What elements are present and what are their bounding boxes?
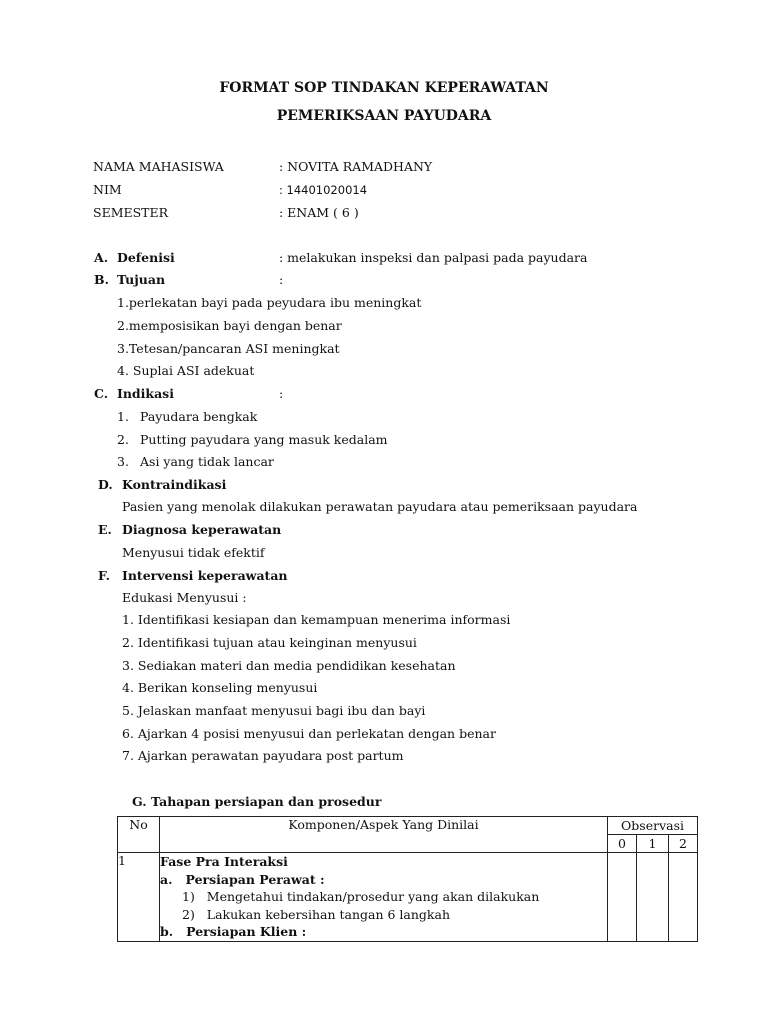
section-g-letter: G.: [132, 794, 147, 809]
list-item: 4. Suplai ASI adekuat: [117, 363, 255, 378]
header-score-2: 2: [669, 835, 698, 853]
section-e-heading: Diagnosa keperawatan: [122, 522, 282, 537]
document-title: FORMAT SOP TINDAKAN KEPERAWATAN: [219, 80, 549, 96]
row-content: [160, 853, 608, 942]
header-score-0: 0: [608, 835, 637, 853]
header-observasi: Observasi: [608, 817, 698, 835]
section-d-text: Pasien yang menolak dilakukan perawatan payudara atau pemeriksaan payudara: [122, 499, 638, 514]
identity-value-semester: : ENAM ( 6 ): [279, 205, 359, 220]
list-item: 1.perlekatan bayi pada peyudara ibu meningkat: [117, 295, 422, 310]
identity-label-semester: SEMESTER: [93, 205, 169, 220]
list-item: 3.Tetesan/pancaran ASI meningkat: [117, 341, 340, 356]
section-e-text: Menyusui tidak efektif: [122, 545, 265, 560]
section-c-colon: :: [279, 386, 284, 401]
phase-title: Fase Pra Interaksi: [160, 854, 288, 869]
section-b-colon: :: [279, 272, 284, 287]
section-d-heading: Kontraindikasi: [122, 477, 227, 492]
section-a-value: : melakukan inspeksi dan palpasi pada payudara: [279, 250, 588, 265]
identity-label-nama: NAMA MAHASISWA: [93, 159, 224, 174]
table-row: [118, 853, 698, 942]
procedure-table: [117, 816, 698, 942]
header-no: No: [118, 817, 160, 853]
identity-value-nim: : 14401020014: [279, 183, 368, 197]
score-cell-2: [669, 853, 698, 942]
section-d-letter: D.: [98, 477, 113, 492]
list-item: Payudara bengkak: [140, 409, 258, 424]
list-item: 3. Sediakan materi dan media pendidikan kesehatan: [122, 658, 456, 673]
header-komponen: Komponen/Aspek Yang Dinilai: [160, 817, 608, 853]
list-item: 4. Berikan konseling menyusui: [122, 680, 318, 695]
section-c-letter: C.: [94, 386, 109, 401]
header-score-1: 1: [637, 835, 669, 853]
list-item: 1. Identifikasi kesiapan dan kemampuan menerima informasi: [122, 612, 511, 627]
sub-item-b: [160, 923, 607, 941]
section-g-heading: Tahapan persiapan dan prosedur: [151, 794, 382, 809]
step-item: [160, 888, 607, 906]
section-a-letter: A.: [94, 250, 109, 265]
step-text: Lakukan kebersihan tangan 6 langkah: [206, 906, 450, 922]
identity-value-nama: : NOVITA RAMADHANY: [279, 159, 433, 174]
section-a-heading: Defenisi: [117, 250, 175, 265]
sub-item-a: [160, 871, 607, 889]
step-text: Mengetahui tindakan/prosedur yang akan dilakukan: [206, 889, 540, 904]
list-item: 2.memposisikan bayi dengan benar: [117, 318, 342, 333]
list-item-number: 2.: [117, 432, 129, 447]
section-b-letter: B.: [94, 272, 109, 287]
score-cell-0: [608, 853, 637, 942]
document-subtitle: PEMERIKSAAN PAYUDARA: [276, 108, 492, 124]
sub-item-b-letter: b.: [160, 924, 174, 939]
list-item-number: 3.: [117, 454, 129, 469]
row-number: 1: [118, 853, 160, 942]
section-e-letter: E.: [98, 522, 112, 537]
section-f-letter: F.: [98, 568, 110, 583]
list-item: 6. Ajarkan 4 posisi menyusui dan perlekatan dengan benar: [122, 726, 496, 741]
sub-item-a-text: Persiapan Perawat :: [185, 871, 325, 887]
list-item: 7. Ajarkan perawatan payudara post partum: [122, 748, 404, 763]
section-b-heading: Tujuan: [117, 272, 166, 287]
step-number: 1): [182, 889, 195, 904]
list-item: 2. Identifikasi tujuan atau keinginan menyusui: [122, 635, 417, 650]
list-item: Asi yang tidak lancar: [140, 454, 274, 469]
section-f-heading: Intervensi keperawatan: [122, 568, 288, 583]
step-number: 2): [182, 906, 195, 922]
score-cell-1: [637, 853, 669, 942]
section-f-intro: Edukasi Menyusui :: [122, 590, 247, 605]
step-item: [160, 906, 607, 924]
identity-label-nim: NIM: [93, 182, 122, 197]
sub-item-a-letter: a.: [160, 871, 173, 887]
list-item: Putting payudara yang masuk kedalam: [140, 432, 388, 447]
sub-item-b-text: Persiapan Klien :: [186, 924, 307, 939]
list-item: 5. Jelaskan manfaat menyusui bagi ibu dan bayi: [122, 703, 426, 718]
section-c-heading: Indikasi: [117, 386, 174, 401]
list-item-number: 1.: [117, 409, 129, 424]
